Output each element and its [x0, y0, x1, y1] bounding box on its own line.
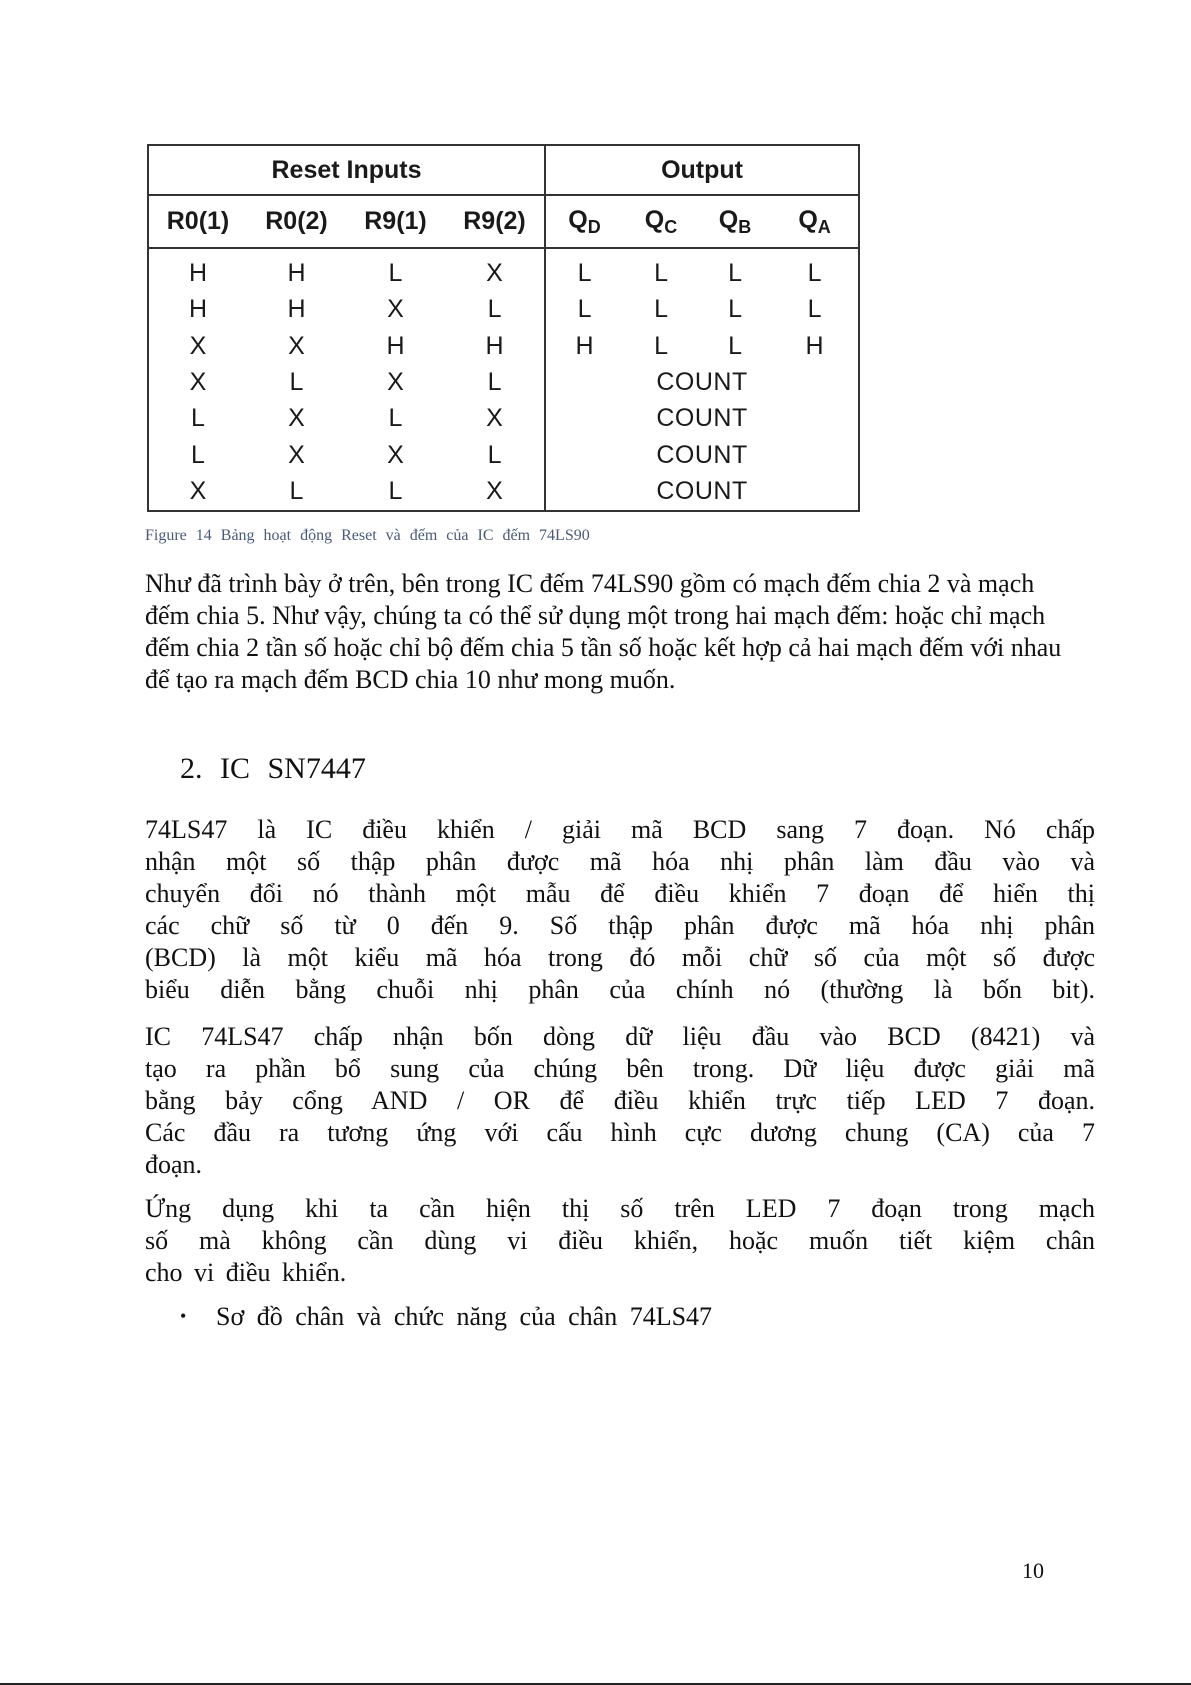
table-cell: H — [575, 331, 594, 360]
paragraph-74ls47-intro — [145, 814, 1095, 1006]
table-cell: H — [287, 295, 306, 324]
text-line: biểu diễn bằng chuỗi nhị phân của chính nó (thường là bốn bit). — [145, 975, 1095, 1004]
text-line: cho vi điều khiển. — [145, 1258, 347, 1287]
table-row — [148, 364, 859, 400]
table-cell: L — [388, 477, 403, 506]
column-header-r92: R9(2) — [445, 195, 545, 248]
page-number: 10 — [1022, 1558, 1044, 1583]
table-cell: H — [287, 258, 306, 287]
table-cell: L — [289, 368, 304, 396]
table-cell: H — [445, 328, 545, 364]
table-cell: L — [807, 295, 822, 324]
table-cell: H — [805, 331, 824, 360]
table-cell: L — [289, 477, 304, 506]
table-cell: X — [387, 440, 404, 469]
table-cell: X — [387, 368, 404, 396]
section-heading: 2. IC SN7447 — [180, 752, 366, 785]
table-cell: L — [445, 437, 545, 473]
column-header-qc: $Q_C$ — [623, 195, 699, 248]
paragraph-74ls47-application — [145, 1193, 1095, 1289]
text-line: tạo ra phần bổ sung của chúng bên trong. Dữ liệu được giải mã — [145, 1054, 1095, 1083]
table-cell: L — [654, 331, 668, 360]
table-cell: L — [445, 364, 545, 400]
table-cell: X — [288, 440, 305, 469]
text-line: Các đầu ra tương ứng với cấu hình cực dương chung (CA) của 7 — [145, 1118, 1095, 1147]
column-header-qd: $Q_D$ — [545, 195, 623, 248]
table-row — [148, 437, 859, 473]
table-cell: X — [445, 401, 545, 437]
figure-caption: Figure 14 Bảng hoạt động Reset và đếm của IC đếm 74LS90 — [145, 527, 590, 544]
count-cell: COUNT — [656, 477, 748, 506]
output-header: Output — [545, 145, 859, 195]
table-cell: X — [189, 331, 207, 360]
text-line: IC 74LS47 chấp nhận bốn dòng dữ liệu đầu vào BCD (8421) và — [145, 1022, 1095, 1051]
table-row — [148, 248, 859, 291]
text-line: (BCD) là một kiểu mã hóa trong đó mỗi chữ số của một số được — [145, 943, 1095, 972]
table-row — [148, 328, 859, 364]
column-header-r02: R0(2) — [247, 195, 346, 248]
table-cell: L — [388, 258, 403, 287]
reset-count-truth-table — [147, 144, 860, 512]
text-line: chuyển đổi nó thành một mẫu để điều khiển 7 đoạn để hiển thị — [145, 879, 1095, 908]
table-cell: X — [288, 404, 305, 433]
text-line: 74LS47 là IC điều khiển / giải mã BCD sang 7 đoạn. Nó chấp — [145, 815, 1095, 844]
bullet-icon: • — [180, 1306, 187, 1326]
table-cell: L — [728, 331, 742, 360]
table-cell: L — [807, 258, 822, 287]
text-line: số mà không cần dùng vi điều khiển, hoặc muốn tiết kiệm chân — [145, 1226, 1095, 1255]
table-cell: L — [388, 404, 403, 433]
count-cell: COUNT — [656, 440, 748, 469]
table-row — [148, 401, 859, 437]
table-row — [148, 474, 859, 511]
table-cell: L — [654, 295, 668, 324]
table-cell: X — [189, 368, 207, 396]
bullet-item — [180, 1300, 712, 1333]
table-cell: L — [191, 440, 205, 469]
table-cell: X — [387, 295, 404, 324]
bullet-text: Sơ đồ chân và chức năng của chân 74LS47 — [216, 1302, 713, 1331]
table-cell: X — [189, 477, 207, 506]
table-cell: H — [386, 331, 405, 360]
table-cell: L — [577, 258, 592, 287]
table-cell: L — [728, 258, 742, 287]
column-header-r91: R9(1) — [346, 195, 445, 248]
table-cell: L — [445, 291, 545, 327]
table-cell: H — [188, 295, 208, 324]
text-line: các chữ số từ 0 đến 9. Số thập phân được mã hóa nhị phân — [145, 911, 1095, 940]
table-cell: L — [728, 295, 742, 324]
column-header-qb: $Q_B$ — [699, 195, 771, 248]
count-cell: COUNT — [656, 368, 748, 396]
table-cell: L — [191, 404, 205, 433]
table-cell: X — [445, 474, 545, 511]
table-cell: H — [188, 258, 208, 287]
table-cell: L — [654, 258, 668, 287]
paragraph-74ls47-inputs — [145, 1021, 1095, 1181]
text-line: nhận một số thập phân được mã hóa nhị phân làm đầu vào và — [145, 847, 1095, 876]
paragraph-74ls90-summary: Như đã trình bày ở trên, bên trong IC đếm 74LS90 gồm có mạch đếm chia 2 và mạch đếm chia 5. Như vậy, chúng ta có thể sử dụng một trong hai mạch đếm: hoặc chỉ mạch đếm chia 2 tần số hoặc chỉ bộ đếm chia 5 tần số hoặc kết hợp cả hai mạch đếm với nhau để tạo ra mạch đếm BCD chia 10 như mong muốn. — [145, 569, 1062, 694]
table-cell: X — [445, 248, 545, 291]
reset-inputs-header: Reset Inputs — [148, 145, 545, 195]
column-header-qa: $Q_A$ — [771, 195, 859, 248]
column-header-r01: R0(1) — [148, 195, 247, 248]
text-line: đoạn. — [145, 1150, 203, 1179]
table-cell: L — [577, 295, 592, 324]
count-cell: COUNT — [656, 404, 748, 433]
text-line: Ứng dụng khi ta cần hiện thị số trên LED 7 đoạn trong mạch — [145, 1194, 1095, 1223]
table-row — [148, 291, 859, 327]
text-line: bằng bảy cổng AND / OR để điều khiển trực tiếp LED 7 đoạn. — [145, 1086, 1095, 1115]
table-cell: X — [288, 331, 305, 360]
